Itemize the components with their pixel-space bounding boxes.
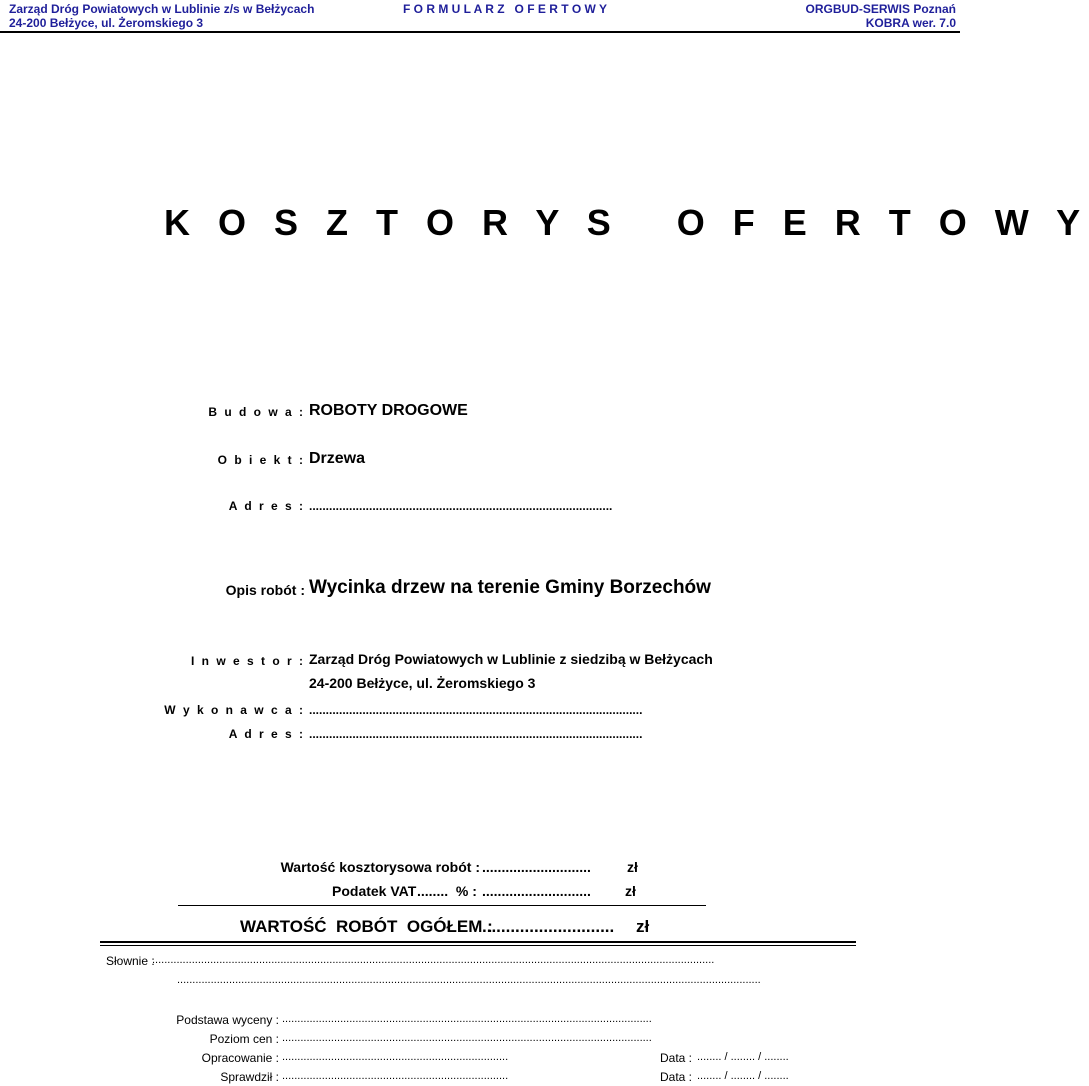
opracowanie-value: .......................................................................... (282, 1051, 509, 1063)
podatek-vat-percent: ........ % : (417, 883, 477, 899)
wykonawca-adres-label: A d r e s : (228, 727, 305, 741)
wartosc-robot-ogolem-unit: zł (636, 917, 650, 936)
opis-robot-label: Opis robót : (225, 582, 305, 598)
header-divider (0, 31, 960, 33)
podstawa-wyceny-value: ......................................................................................................................... (282, 1013, 652, 1025)
slownie-line1: ........................................................................................................................................................................................ (152, 954, 715, 966)
total-underline-thin (100, 945, 856, 946)
slownie-line2: ............................................................................................................................................................................................... (177, 974, 761, 986)
obiekt-label: O b i e k t : (217, 453, 305, 467)
obiekt-value: Drzewa (309, 450, 366, 467)
adres-label: A d r e s : (228, 499, 305, 513)
header-software-version: KOBRA wer. 7.0 (865, 16, 956, 30)
wartosc-kosztorysowa-value: ............................ (482, 859, 591, 875)
budowa-value: ROBOTY DROGOWE (309, 402, 468, 419)
total-underline (100, 941, 856, 943)
poziom-cen-value: ......................................................................................................................... (282, 1032, 652, 1044)
opracowanie-data-label: Data : (660, 1051, 693, 1065)
adres-value: ........................................................................................... (309, 499, 613, 513)
opracowanie-label: Opracowanie : (201, 1051, 279, 1065)
poziom-cen-label: Poziom cen : (209, 1032, 279, 1046)
inwestor-address: 24-200 Bełżyce, ul. Żeromskiego 3 (309, 675, 536, 691)
inwestor-label: I n w e s t o r : (190, 654, 305, 668)
document-title: K O S Z T O R Y S O F E R T O W Y (164, 202, 1089, 243)
opis-robot-value: Wycinka drzew na terenie Gminy Borzechów (309, 577, 711, 598)
podatek-vat-value: ............................ (482, 883, 591, 899)
wartosc-robot-ogolem-label: WARTOŚĆ ROBÓT OGÓŁEM : (240, 917, 493, 936)
wykonawca-label: W y k o n a w c a : (164, 703, 305, 717)
summary-divider (178, 905, 706, 906)
sprawdzil-label: Sprawdził : (220, 1070, 279, 1084)
budowa-label: B u d o w a : (208, 405, 305, 419)
wartosc-kosztorysowa-unit: zł (627, 859, 638, 875)
opracowanie-data-value: ........ / ........ / ........ (697, 1051, 789, 1063)
wykonawca-value: .................................................................................................... (309, 703, 643, 717)
podstawa-wyceny-label: Podstawa wyceny : (176, 1013, 279, 1027)
podatek-vat-unit: zł (625, 883, 636, 899)
sprawdzil-data-label: Data : (660, 1070, 693, 1084)
wartosc-robot-ogolem-value: ............................ (482, 917, 615, 936)
header-investor-address: 24-200 Bełżyce, ul. Żeromskiego 3 (9, 16, 204, 30)
slownie-label: Słownie : (106, 954, 155, 968)
podatek-vat-label: Podatek VAT (332, 883, 417, 899)
header-form-title: F O R M U L A R Z O F E R T O W Y (403, 2, 607, 16)
sprawdzil-data-value: ........ / ........ / ........ (697, 1070, 789, 1082)
header-investor-name: Zarząd Dróg Powiatowych w Lublinie z/s w Bełżycach (9, 2, 315, 16)
wykonawca-adres-value: .................................................................................................... (309, 727, 643, 741)
header-software-vendor: ORGBUD-SERWIS Poznań (805, 2, 956, 16)
wartosc-kosztorysowa-label: Wartość kosztorysowa robót : (280, 859, 480, 875)
sprawdzil-value: .......................................................................... (282, 1070, 509, 1082)
inwestor-name: Zarząd Dróg Powiatowych w Lublinie z siedzibą w Bełżycach (309, 651, 713, 667)
